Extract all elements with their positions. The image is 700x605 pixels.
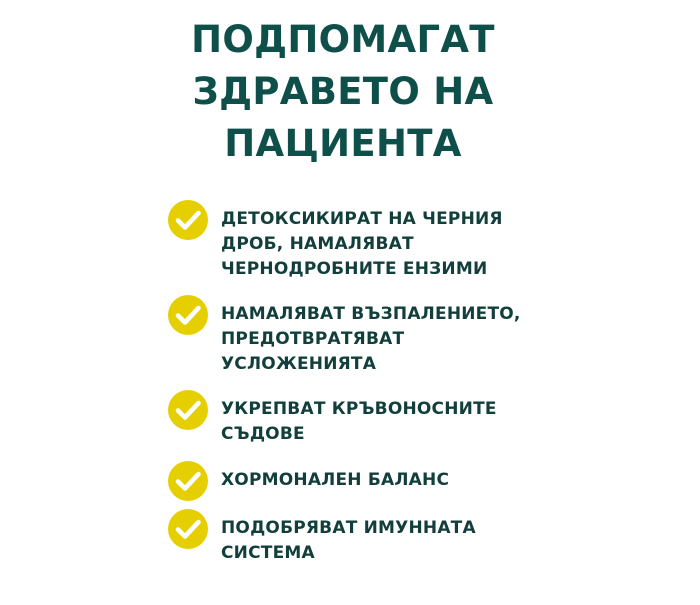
title-line: ЗДРАВЕТО НА [192, 70, 494, 113]
benefit-line: ЧЕРНОДРОБНИТЕ ЕНЗИМИ [221, 259, 488, 279]
check-circle-icon [168, 200, 208, 240]
benefit-text [221, 468, 521, 493]
benefit-text [221, 302, 521, 377]
benefit-line: ПРЕДОТВРАТЯВАТ [221, 329, 405, 349]
title-line: ПАЦИЕНТА [224, 122, 462, 165]
benefit-line: ХОРМОНАЛЕН БАЛАНС [221, 470, 450, 490]
check-circle-icon [168, 509, 208, 549]
title-line: ПОДПОМАГАТ [191, 18, 495, 61]
benefit-line: СЪДОВЕ [221, 424, 305, 444]
benefit-line: НАМАЛЯВАТ ВЪЗПАЛЕНИЕТО, [221, 304, 521, 324]
benefit-line: УСЛОЖЕНИЯТА [221, 354, 377, 374]
check-circle-icon [168, 295, 208, 335]
check-circle-icon [168, 461, 208, 501]
benefit-text [221, 397, 521, 447]
benefit-line: ПОДОБРЯВАТ ИМУННАТА [221, 518, 476, 538]
benefit-line: СИСТЕМА [221, 543, 315, 563]
benefit-text [221, 516, 521, 566]
benefit-line: ДРОБ, НАМАЛЯВАТ [221, 234, 414, 254]
benefit-text [221, 207, 521, 282]
benefits-list [168, 0, 688, 605]
benefit-line: УКРЕПВАТ КРЪВОНОСНИТЕ [221, 399, 497, 419]
check-circle-icon [168, 390, 208, 430]
benefit-line: ДЕТОКСИКИРАТ НА ЧЕРНИЯ [221, 209, 503, 229]
